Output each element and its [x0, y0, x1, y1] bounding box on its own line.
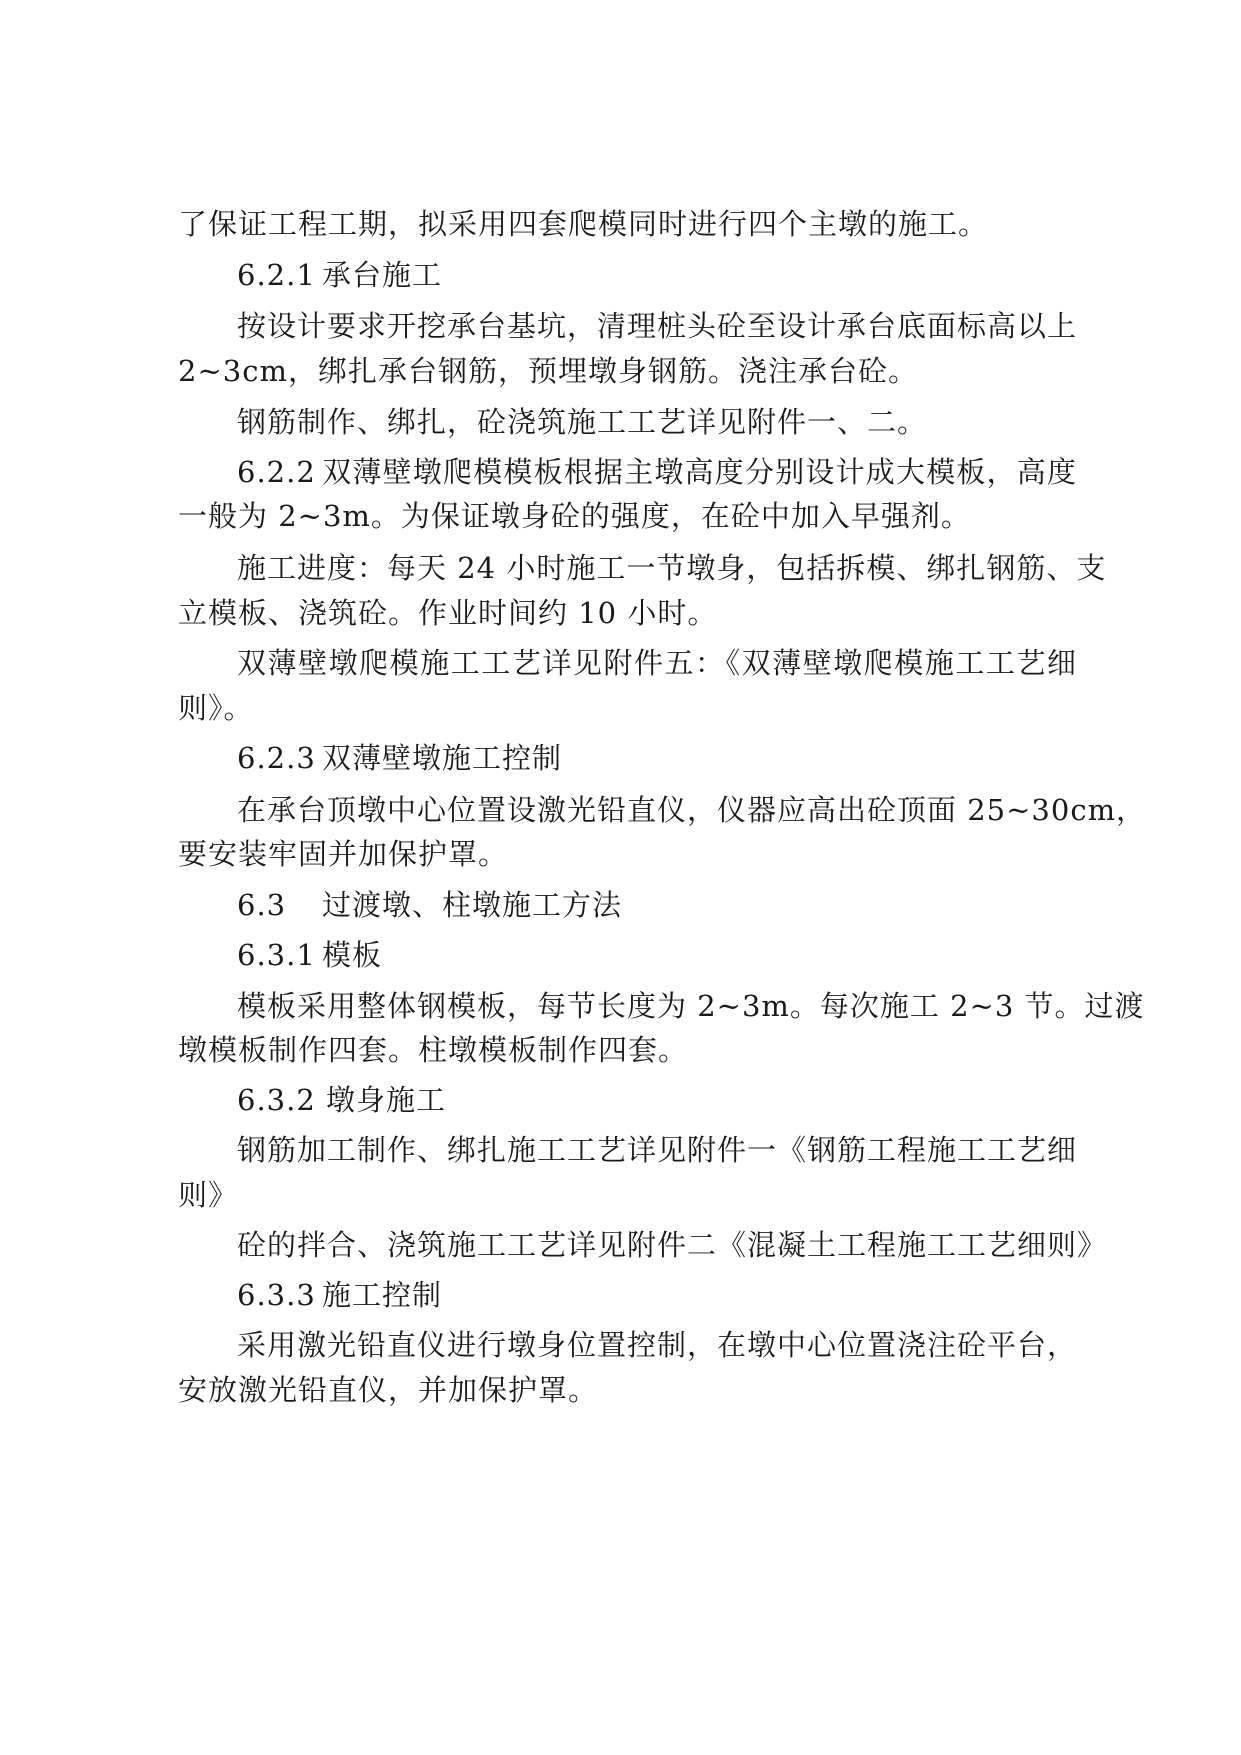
section-number: 6.2.1 [237, 258, 316, 292]
section-number: 6.2.2 [237, 455, 316, 489]
section-heading-6-3-2: 6.3.2 墩身施工 [237, 1083, 447, 1117]
paragraph-line: 了保证工程工期，拟采用四套爬模同时进行四个主墩的施工。 [178, 207, 989, 241]
section-heading-6-2-2 [237, 452, 1077, 492]
section-title: 双薄壁墩施工控制 [322, 741, 563, 775]
paragraph-line: 钢筋加工制作、绑扎施工工艺详见附件一《钢筋工程施工工艺细 [237, 1133, 1078, 1167]
section-number: 6.3.3 [237, 1278, 316, 1312]
section-title: 承台施工 [322, 258, 443, 292]
section-title: 施工控制 [322, 1278, 443, 1312]
section-number: 6.3 [237, 888, 287, 922]
paragraph-line: 则》 [178, 1178, 239, 1212]
paragraph-line: 则》。 [178, 691, 254, 725]
paragraph-line: 2~3cm，绑扎承台钢筋，预埋墩身钢筋。浇注承台砼。 [178, 354, 918, 388]
section-heading-6-2-1 [237, 255, 442, 295]
paragraph-line: 一般为 2~3m。为保证墩身砼的强度，在砼中加入早强剂。 [178, 499, 971, 533]
paragraph-line: 要安装牢固并加保护罩。 [178, 837, 509, 871]
section-number: 6.2.3 [237, 741, 316, 775]
section-heading-6-2-3 [237, 738, 562, 778]
section-title: 过渡墩、柱墩施工方法 [322, 888, 623, 922]
paragraph-line: 按设计要求开挖承台基坑，清理桩头砼至设计承台底面标高以上 [237, 309, 1078, 343]
section-text: 双薄壁墩爬模模板根据主墩高度分别设计成大模板，高度 [322, 455, 1077, 489]
section-heading-6-3-3 [237, 1275, 442, 1315]
paragraph-line: 砼的拌合、浇筑施工工艺详见附件二《混凝土工程施工工艺细则》 [237, 1228, 1108, 1262]
paragraph-line: 模板采用整体钢模板，每节长度为 2~3m。每次施工 2~3 节。过渡 [237, 989, 1145, 1023]
section-heading-6-3-1 [237, 935, 382, 975]
paragraph-line: 钢筋制作、绑扎，砼浇筑施工工艺详见附件一、二。 [237, 405, 928, 439]
section-number: 6.3.1 [237, 938, 316, 972]
paragraph-line: 采用激光铅直仪进行墩身位置控制，在墩中心位置浇注砼平台， [237, 1328, 1078, 1362]
paragraph-line: 安放激光铅直仪，并加保护罩。 [178, 1373, 599, 1407]
section-heading-6-3 [237, 885, 622, 925]
paragraph-line: 施工进度：每天 24 小时施工一节墩身，包括拆模、绑扎钢筋、支 [237, 551, 1107, 585]
paragraph-line: 双薄壁墩爬模施工工艺详见附件五：《双薄壁墩爬模施工工艺细 [237, 646, 1077, 680]
paragraph-line: 立模板、浇筑砼。作业时间约 10 小时。 [178, 596, 718, 630]
section-title: 模板 [322, 938, 383, 972]
paragraph-line: 墩模板制作四套。柱墩模板制作四套。 [178, 1033, 689, 1067]
paragraph-line: 在承台顶墩中心位置设激光铅直仪，仪器应高出砼顶面 25~30cm， [237, 793, 1147, 827]
